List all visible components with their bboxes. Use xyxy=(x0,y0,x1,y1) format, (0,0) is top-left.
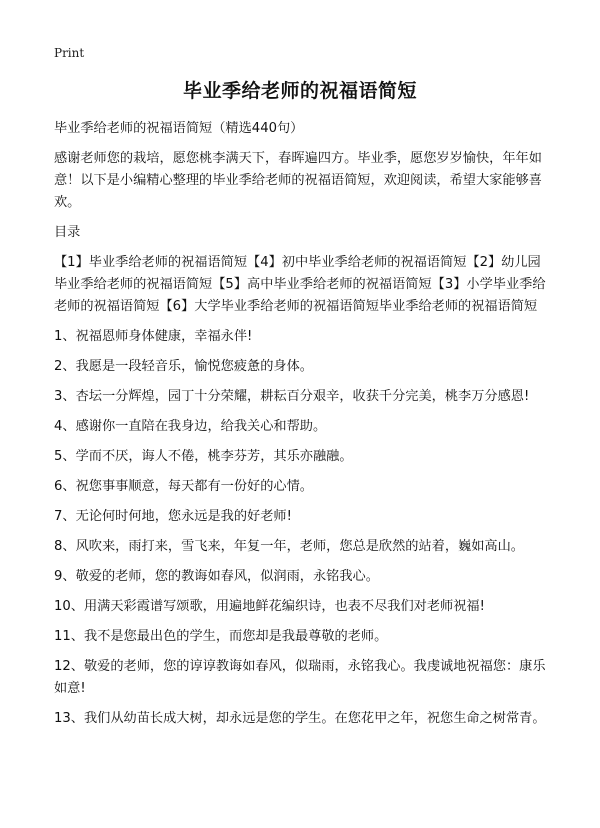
toc-paragraph: 【1】毕业季给老师的祝福语简短【4】初中毕业季给老师的祝福语简短【2】幼儿园毕业季给老师的祝福语简短【5】高中毕业季给老师的祝福语简短【3】小学毕业季给老师的祝福语简短【6】大学毕业季给老师的祝福语简短毕业季给老师的祝福语简短 xyxy=(54,255,546,314)
list-item: 12、敬爱的老师，您的谆谆教诲如春风，似瑞雨，永铭我心。我虔诚地祝福您：康乐如意! xyxy=(54,659,546,696)
list-item: 13、我们从幼苗长成大树，却永远是您的学生。在您花甲之年，祝您生命之树常青。 xyxy=(54,711,546,726)
article-body xyxy=(54,118,548,738)
print-link[interactable]: Print xyxy=(54,46,85,60)
list-item: 9、敬爱的老师，您的教诲如春风，似润雨，永铭我心。 xyxy=(54,569,379,584)
list-item: 5、学而不厌，诲人不倦，桃李芬芳，其乐亦融融。 xyxy=(54,449,353,464)
list-item: 4、感谢你一直陪在我身边，给我关心和帮助。 xyxy=(54,419,327,434)
page-title: 毕业季给老师的祝福语简短 xyxy=(182,80,417,102)
list-item: 3、杏坛一分辉煌，园丁十分荣耀，耕耘百分艰辛，收获千分完美，桃李万分感恩! xyxy=(54,389,530,404)
list-item: 11、我不是您最出色的学生，而您却是我最尊敬的老师。 xyxy=(54,629,388,644)
list-item: 1、祝福恩师身体健康，幸福永伴! xyxy=(54,329,253,344)
list-item: 7、无论何时何地，您永远是我的好老师! xyxy=(54,509,292,524)
article-subtitle: 毕业季给老师的祝福语简短（精选440句） xyxy=(54,121,304,136)
list-item: 8、风吹来，雨打来，雪飞来，年复一年，老师，您总是欣然的站着，巍如高山。 xyxy=(54,539,524,554)
list-item: 6、祝您事事顺意，每天都有一份好的心情。 xyxy=(54,479,313,494)
blessing-list xyxy=(54,326,548,730)
toc-heading: 目录 xyxy=(54,225,81,240)
list-item: 10、用满天彩霞谱写颂歌，用遍地鲜花编织诗，也表不尽我们对老师祝福! xyxy=(54,599,485,614)
intro-paragraph: 感谢老师您的栽培，愿您桃李满天下，春晖遍四方。毕业季，愿您岁岁愉快，年年如意！以下是小编精心整理的毕业季给老师的祝福语简短，欢迎阅读，希望大家能够喜欢。 xyxy=(54,151,542,210)
list-item: 2、我愿是一段轻音乐，愉悦您疲惫的身体。 xyxy=(54,359,313,374)
